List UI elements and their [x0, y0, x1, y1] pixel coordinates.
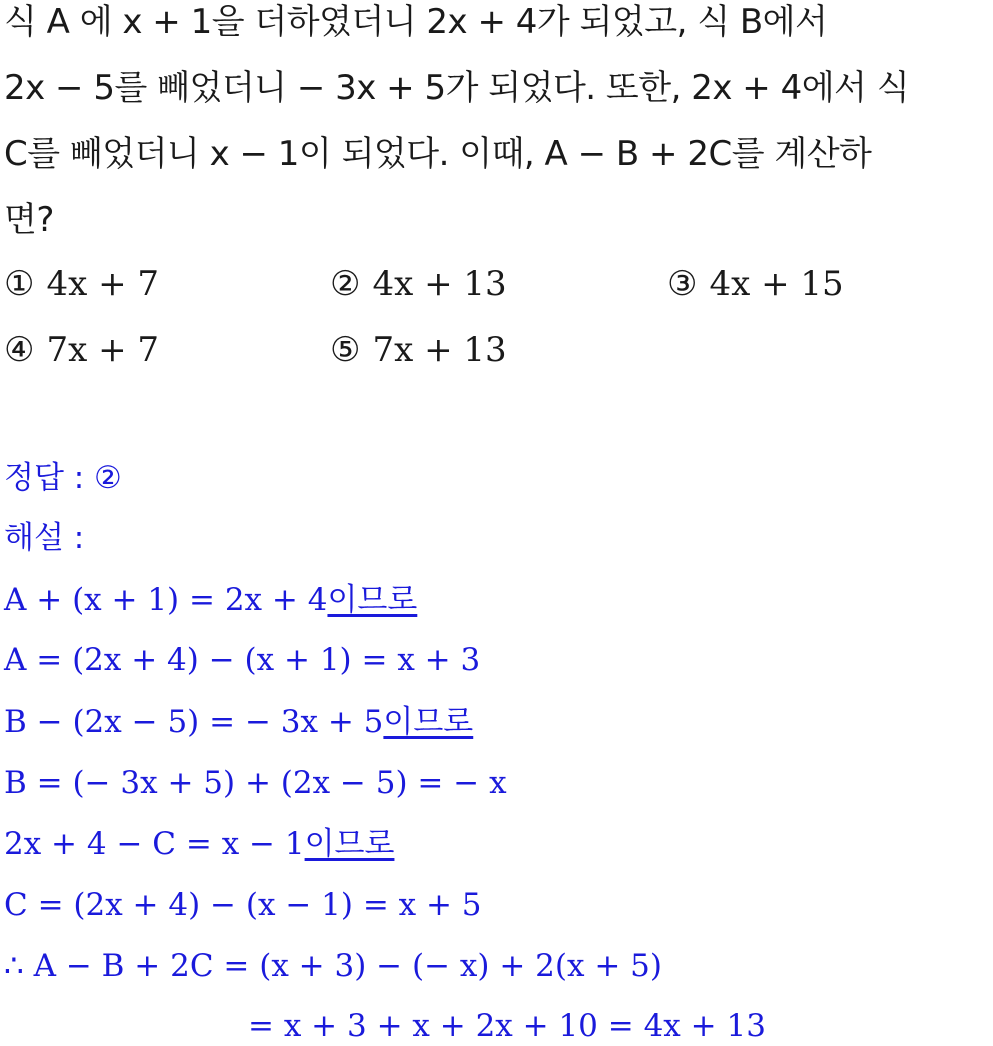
solution-step-5 — [4, 824, 394, 864]
choice-expression: 7x + 13 — [372, 330, 507, 370]
choice-number: ① — [4, 264, 35, 304]
choice-number: ② — [330, 264, 361, 304]
choice-number: ④ — [4, 330, 35, 370]
step-expression: 2x + 4 − C = x − 1 — [4, 826, 305, 862]
answer-label: 정답 : ② — [4, 460, 122, 496]
explanation-label: 해설 : — [4, 520, 85, 556]
step-suffix: 이므로 — [327, 582, 418, 618]
step-suffix: 이므로 — [304, 826, 395, 862]
choice-number: ⑤ — [330, 330, 361, 370]
solution-step-1 — [4, 580, 417, 620]
question-line-3: C를 빼었더니 x − 1이 되었다. 이때, A − B + 2C를 계산하 — [4, 134, 872, 174]
choice-4 — [4, 330, 159, 370]
solution-step-3 — [4, 702, 473, 742]
step-expression: ∴ A − B + 2C = (x + 3) − (− x) + 2(x + 5) — [4, 948, 662, 984]
choice-2 — [330, 264, 507, 304]
choice-number: ③ — [667, 264, 698, 304]
choice-5 — [330, 330, 507, 370]
solution-step-2 — [4, 640, 480, 680]
question-line-2: 2x − 5를 빼었더니 − 3x + 5가 되었다. 또한, 2x + 4에서 식 — [4, 68, 910, 108]
choice-1 — [4, 264, 159, 304]
step-expression: = x + 3 + x + 2x + 10 = 4x + 13 — [248, 1008, 766, 1044]
solution-step-6 — [4, 885, 482, 925]
choice-expression: 4x + 13 — [372, 264, 507, 304]
step-expression: B = (− 3x + 5) + (2x − 5) = − x — [4, 765, 507, 801]
choice-expression: 4x + 15 — [709, 264, 844, 304]
choice-expression: 4x + 7 — [46, 264, 160, 304]
solution-step-7 — [4, 946, 662, 986]
question-line-4: 면? — [4, 200, 54, 240]
step-suffix: 이므로 — [383, 704, 474, 740]
solution-step-4 — [4, 763, 507, 803]
step-expression: B − (2x − 5) = − 3x + 5 — [4, 704, 384, 740]
choice-3 — [667, 264, 844, 304]
step-expression: A = (2x + 4) − (x + 1) = x + 3 — [4, 642, 481, 678]
step-expression: A + (x + 1) = 2x + 4 — [4, 582, 328, 618]
solution-step-8 — [248, 1006, 766, 1046]
step-expression: C = (2x + 4) − (x − 1) = x + 5 — [4, 887, 482, 923]
question-line-1: 식 A 에 x + 1을 더하였더니 2x + 4가 되었고, 식 B에서 — [4, 2, 828, 42]
choice-expression: 7x + 7 — [46, 330, 160, 370]
